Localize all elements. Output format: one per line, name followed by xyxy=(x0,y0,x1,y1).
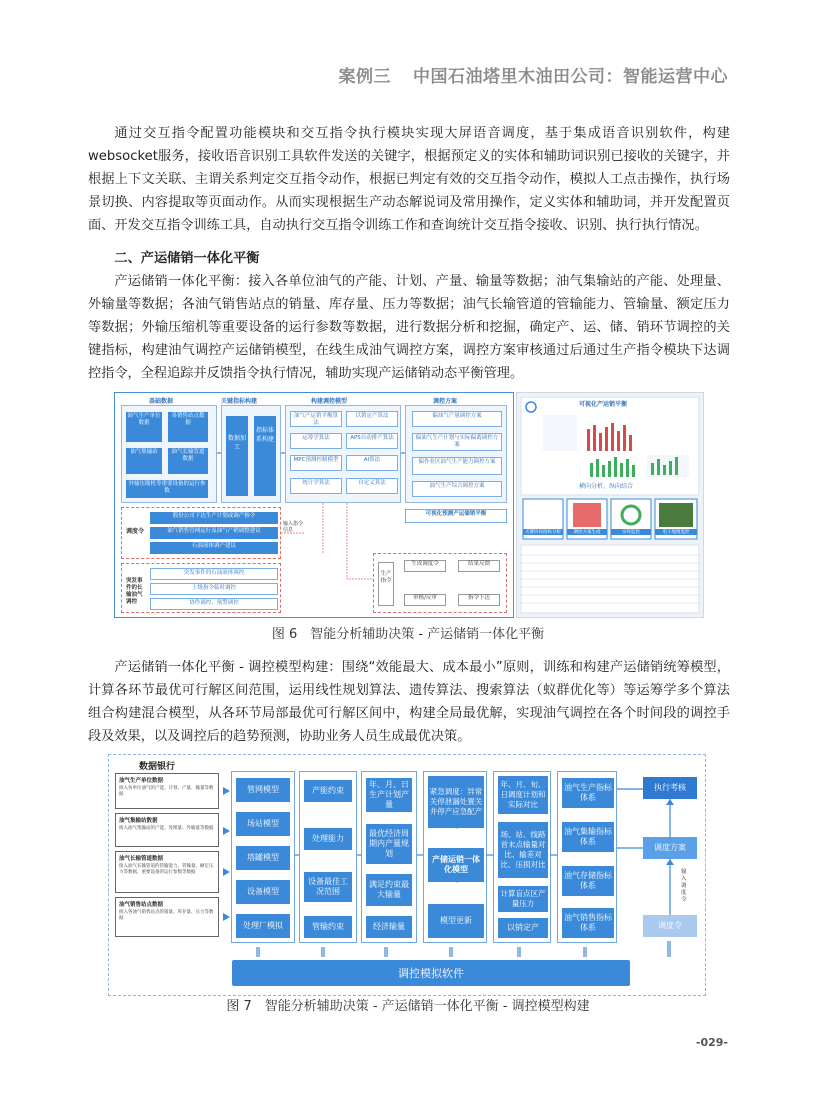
f6-base-item: 油气生产单位数据 xyxy=(126,412,162,442)
f6-model-item: APS自动排产算法 xyxy=(346,433,398,449)
f6-model-item: AI算法 xyxy=(346,455,398,471)
f6-model-item: 运筹学算法 xyxy=(290,433,342,449)
f7-indicator-item: 油气销售指标体系 xyxy=(562,908,614,938)
f6-model-item: 以销定产算法 xyxy=(346,411,398,427)
f7-bank-item-desc: 接入各油气销售站点的销量、库存量、压力等数据 xyxy=(119,910,214,921)
figure-7-caption: 图 7 智能分析辅助决策 - 产运储销一体化平衡 - 调控模型构建 xyxy=(226,999,590,1014)
f6-plan-item: 偏油气生产计划与实际偏离调控方案 xyxy=(412,433,502,451)
dashboard-subtitle: 横向分析、纵向结合 xyxy=(579,483,634,490)
f7-core-model: 产储运销一体化模型 xyxy=(428,848,484,882)
f6-emergency-item: 协作调控、预警调控 xyxy=(150,598,278,610)
f7-bank-item-title: 油气销售站点数据 xyxy=(119,902,164,908)
f6-connectors xyxy=(115,393,513,617)
f6-emergency-label: 突发事件的长输油气调控 xyxy=(126,578,143,605)
f6-model-item: 自定义算法 xyxy=(346,478,398,494)
f7-plan-item: 满足约束最大输量 xyxy=(366,874,412,906)
f7-bank-item-title: 油气生产单位数据 xyxy=(119,778,164,784)
section-title: 二、产运储销一体化平衡 xyxy=(114,251,260,266)
f6-plan-item: 油气生产综合调控方案 xyxy=(412,481,502,497)
f7-connectors xyxy=(109,755,705,995)
f7-model-item: 设备模型 xyxy=(236,880,290,904)
f7-bank-item-title: 油气长输管道数据 xyxy=(119,856,164,862)
f6-head-plan: 调控方案 xyxy=(433,398,458,405)
f7-constraint-item: 产能约束 xyxy=(304,780,352,802)
figure-6-caption: 图 6 智能分析辅助决策 - 产运储销一体化平衡 xyxy=(271,627,545,642)
f6-model-item: 统计学算法 xyxy=(290,478,342,494)
f6-control-label: 调度令 xyxy=(126,528,145,535)
f6-flow-item: 结果反馈 xyxy=(458,560,500,572)
f7-indicator-item: 油气生产指标体系 xyxy=(562,778,614,808)
dashboard-tile-label: 调控方案生成 xyxy=(567,529,607,535)
f6-flow-item: 审核/反审 xyxy=(404,594,446,606)
f7-core-emergency: 紧急调度：异常关停泄漏处置关井停产应急配产 xyxy=(428,776,484,828)
f6-head-key: 关键指标构建 xyxy=(221,398,258,405)
f7-indicator-item: 油气集输指标体系 xyxy=(562,822,614,852)
figure-6-dashboard xyxy=(516,392,704,618)
f7-constraint-item: 设备最佳工况范围 xyxy=(304,872,352,902)
dashboard-screens xyxy=(517,393,703,617)
f6-model-item: 油气产运销平衡算法 xyxy=(290,411,342,427)
f6-key-item: 指标体系构建 xyxy=(254,416,276,496)
f7-core-update: 模型更新 xyxy=(428,904,484,938)
f7-model-item: 处理厂模拟 xyxy=(236,914,290,938)
f7-bank-item-desc: 接入油气集输站的产能、处理量、外输量等数据 xyxy=(119,826,214,831)
paragraph-balance: 产运储销一体化平衡：接入各单位油气的产能、计划、产量、输量等数据；油气集输站的产能、处理量、外输量等数据；各油气销售站点的销量、库存量、压力等数据；油气长输管道的管输能力、管输量、额定压力等数据；外输压缩机等重要设备的运行参数等数据，进行数据分析和挖掘，确定产、运、储、销环节调控的关键指标，构建油气调控产运储销模型，在线生成油气调控方案，调控方案审核通过后通过生产指令模块下达调控指令，全程追踪并反馈指令执行情况，辅助实现产运储销动态平衡管理。 xyxy=(88,274,730,381)
header-title: 中国石油塔里木油田公司：智能运营中心 xyxy=(413,67,728,87)
f6-base-item: 各销售站点数据 xyxy=(168,412,208,442)
paragraph-model-building: 产运储销一体化平衡 - 调控模型构建：围绕“效能最大、成本最小”原则，训练和构建产运储销统筹模型，计算各环节最优可行解区间范围，运用线性规划算法、遗传算法、搜索算法（蚁群优化等）等运筹学多个算法组合构建混合模型，从各环节局部最优可行解区间中，构建全局最优解，实现油气调控在各个时间段的调控手段及效果，以及调控后的趋势预测，协助业务人员生成最优决策。 xyxy=(88,660,730,744)
page-header xyxy=(339,62,729,87)
f7-constraint-item: 处理能力 xyxy=(304,828,352,850)
f6-base-item: 油气集输站 xyxy=(126,448,162,474)
f6-input-label: 输入指令信息 xyxy=(283,521,304,533)
dashboard-tile-label: 关键协同指标分析 xyxy=(525,530,561,535)
f7-bank-item-desc: 接入各单位油气的产能、计划、产量、输量等数据 xyxy=(119,786,214,797)
f6-prod-label: 生产指令 xyxy=(378,562,394,606)
f7-compare-item: 场、站、线路首末点输量对比、输差对比、压损对比 xyxy=(498,822,548,878)
f7-compare-item: 年、月、旬、日调度计划和实际对比 xyxy=(498,776,548,814)
f7-exec-box: 执行考核 xyxy=(643,777,697,799)
f6-model-item: MPC预测控制模型 xyxy=(290,455,342,471)
f6-head-base: 基础数据 xyxy=(149,398,174,405)
f6-control-item: 油气销售管网运行及油气产销调整建议 xyxy=(150,527,278,539)
f7-model-item: 塔罐模型 xyxy=(236,846,290,870)
f7-plan-item: 年、月、日生产计划产量 xyxy=(366,778,412,812)
f7-bank-title: 数据银行 xyxy=(139,762,176,772)
dashboard-tile-label: 实时监控 xyxy=(611,529,651,535)
f6-control-item: 股份公司下达生产计划或调产指令 xyxy=(150,512,278,524)
f6-emergency-item: 突发事件的石油液体调控 xyxy=(150,568,278,580)
f6-base-item: 油气长输管道数据 xyxy=(168,448,208,474)
f6-control-item: 石油液体调产建议 xyxy=(150,542,278,554)
f6-flow-item: 指令下达 xyxy=(458,594,500,606)
f6-plan-output: 可视化预测产运储销平衡 xyxy=(405,509,507,523)
paragraph-voice-dispatch: 通过交互指令配置功能模块和交互指令执行模块实现大屏语音调度，基于集成语音识别软件，构建websocket服务，接收语音识别工具软件发送的关键字，根据预定义的实体和辅助词识别已接收的关键字，并根据上下文关联、主谓关系判定交互指令动作，根据已判定有效的交互指令动作，模拟人工点击操作，执行场景切换、内容提取等页面动作。从而实现根据生产动态解说词及常用操作，定义实体和辅助词，并开发配置页面、开发交互指令训练工具，自动执行交互指令训练工作和查询统计交互指令接收、识别、执行执行情况。 xyxy=(88,126,730,233)
f7-dispatch-plan: 调度方案 xyxy=(643,837,697,859)
f7-dispatch-order: 调度令 xyxy=(643,915,697,937)
f6-plan-item: 偏油气产量调控方案 xyxy=(412,411,502,427)
f7-model-item: 场站模型 xyxy=(236,812,290,836)
f6-head-model: 构建调控模型 xyxy=(311,398,348,405)
f6-key-item: 数据加工 xyxy=(226,416,248,496)
f7-input-label: 输入调度令 xyxy=(681,869,687,903)
f7-model-item: 管网模型 xyxy=(236,778,290,802)
f7-compare-item: 以销定产 xyxy=(498,918,548,938)
f6-plan-item: 偏作业区油气生产能力调控方案 xyxy=(412,457,502,475)
f7-bank-item-title: 油气集输站数据 xyxy=(119,818,158,824)
f6-emergency-item: 上级指令临时调控 xyxy=(150,583,278,595)
f6-base-item: 外输压缩机等重要设备的运行参数 xyxy=(126,480,208,498)
header-case: 案例三 xyxy=(338,67,391,87)
f7-plan-item: 最优经济周期内产量规划 xyxy=(366,824,412,864)
page-number: -029- xyxy=(695,1036,728,1049)
f7-bottom-bar: 调控模拟软件 xyxy=(232,960,630,986)
f7-constraint-item: 管输约束 xyxy=(304,916,352,938)
f7-plan-item: 经济输量 xyxy=(366,916,412,938)
figure-6-diagram xyxy=(114,392,514,618)
f6-flow-item: 生成调度令 xyxy=(404,560,446,572)
f7-compare-item: 计算盲点区产量压力 xyxy=(498,886,548,912)
f7-indicator-item: 油气存储指标体系 xyxy=(562,866,614,896)
dashboard-title: 可视化产运销平衡 xyxy=(579,401,628,408)
f7-bank-item-desc: 接入油气长输管道的管输能力、管输量、额定压力等数据，重要设备的运行参数等数据 xyxy=(119,864,214,875)
dashboard-tile-label: 电子地图监控 xyxy=(655,529,697,535)
